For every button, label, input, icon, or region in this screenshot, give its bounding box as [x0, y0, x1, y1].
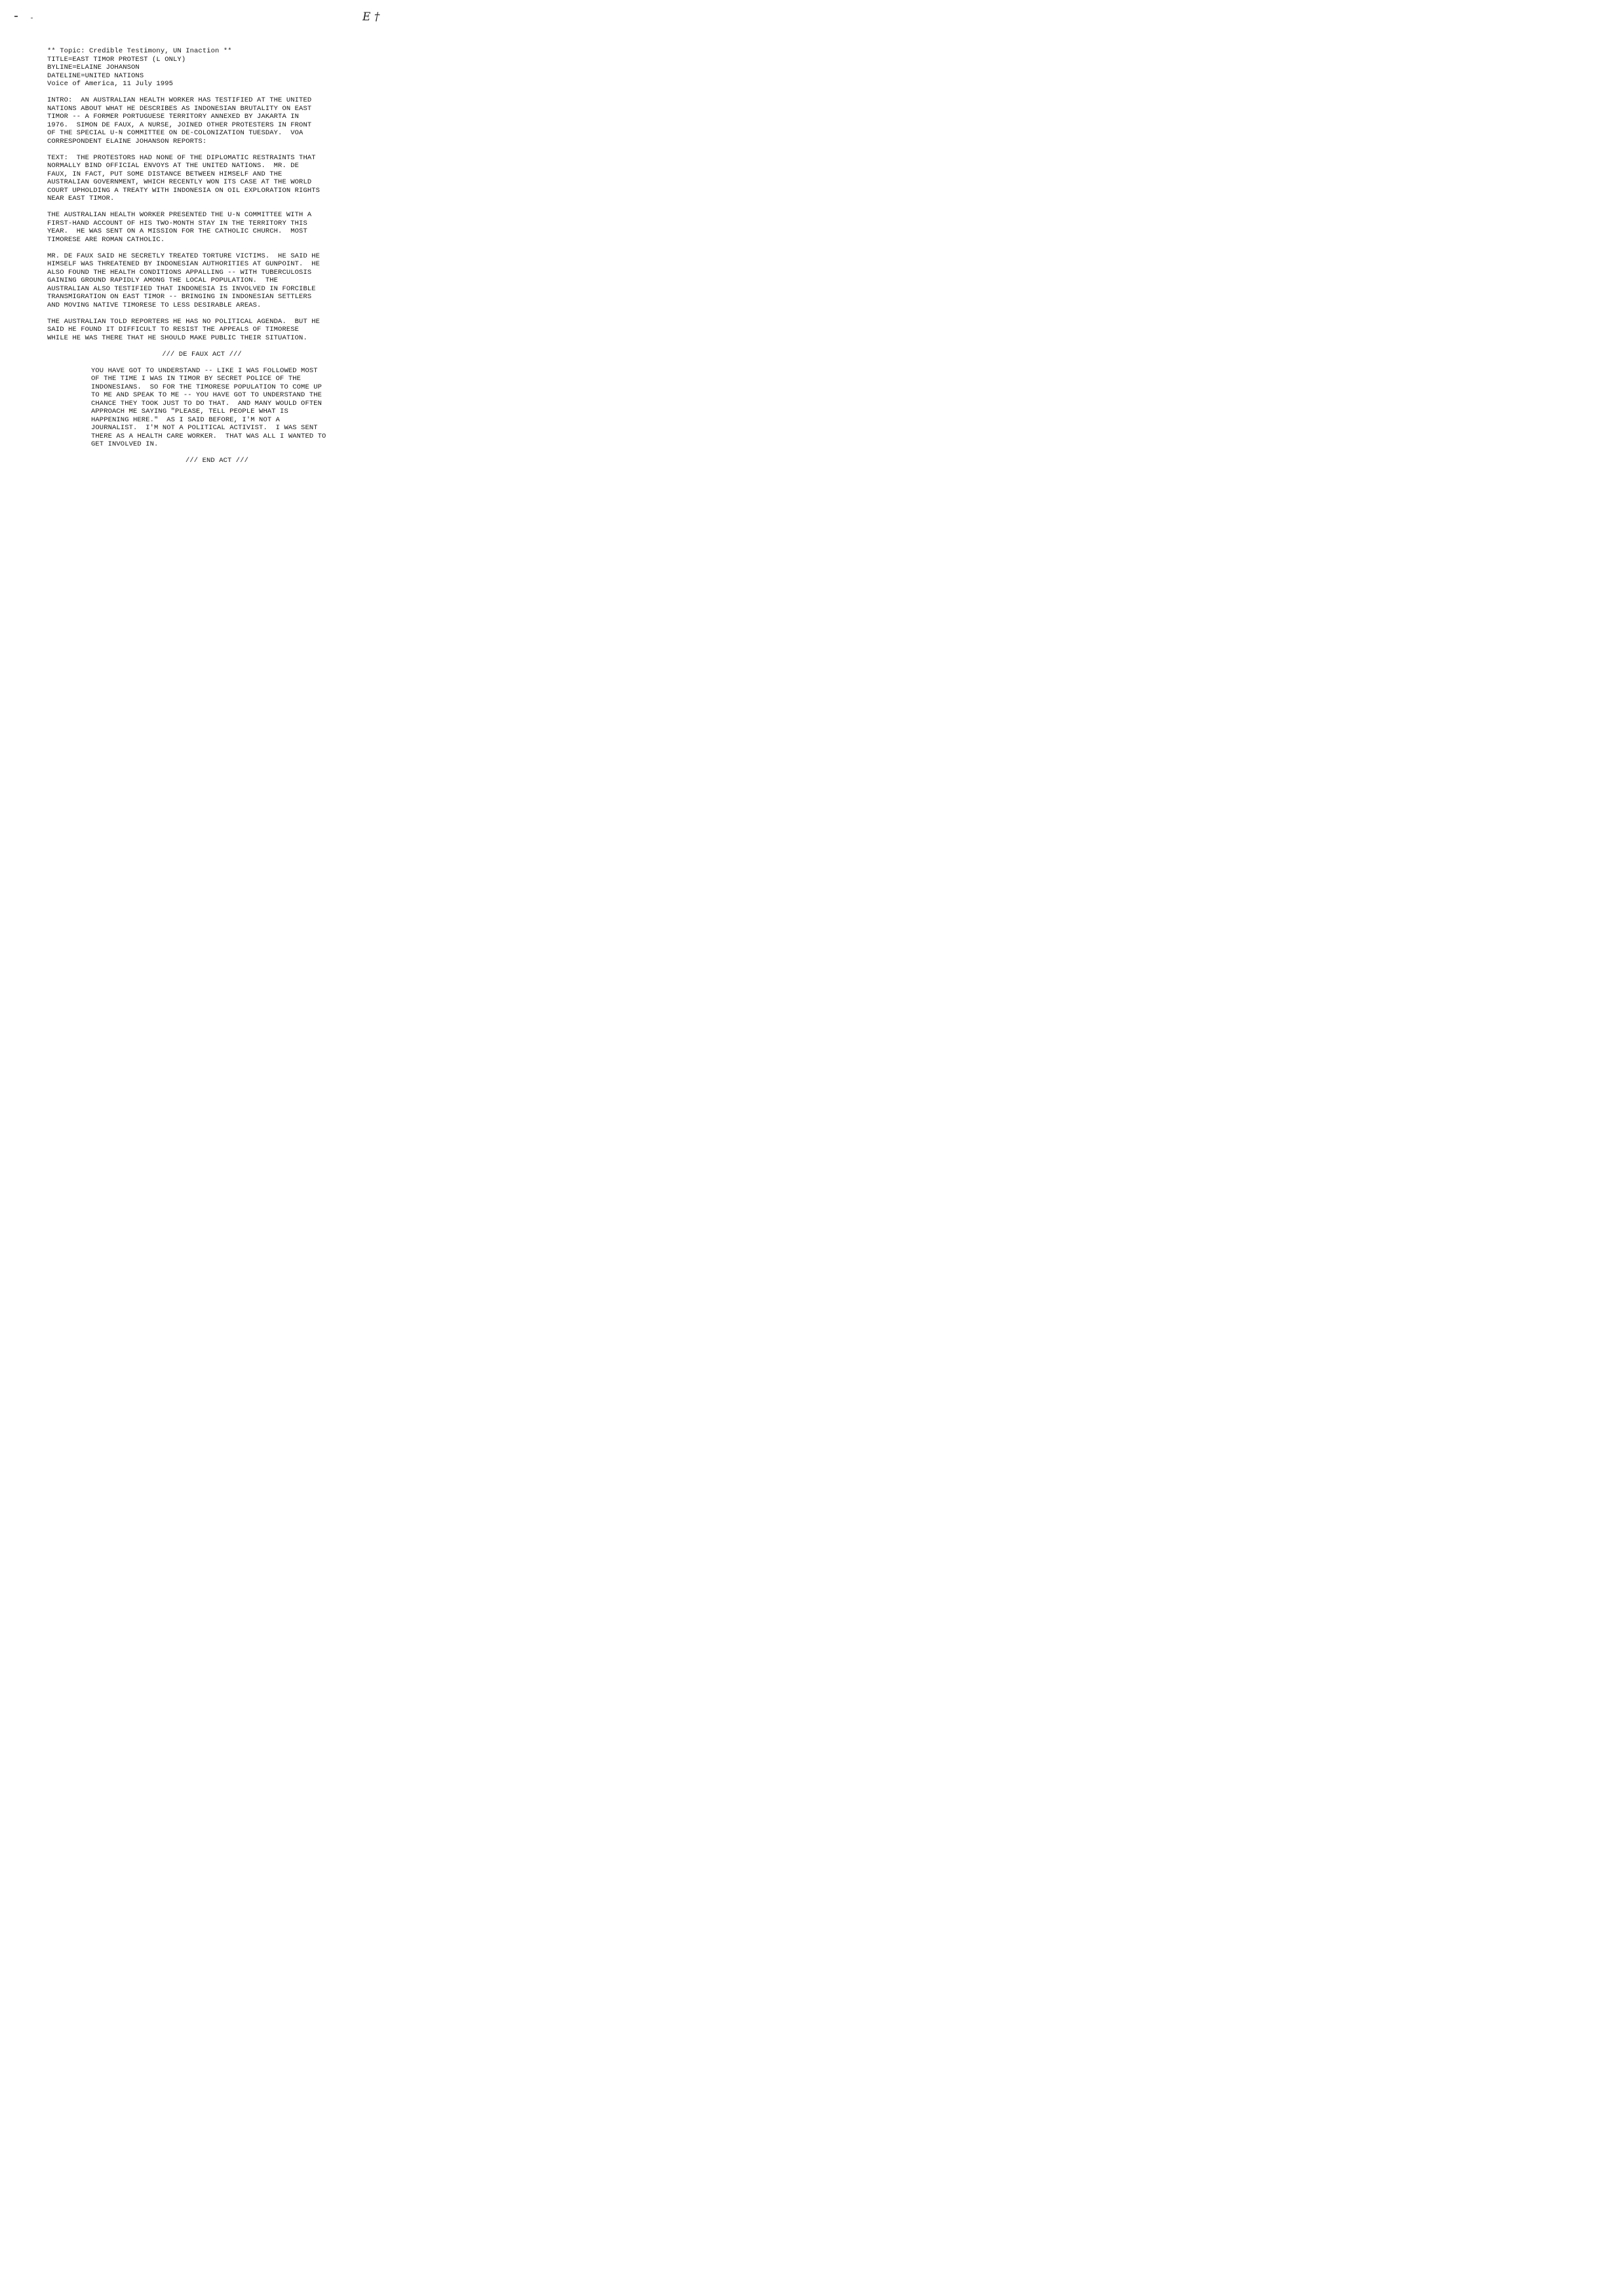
intro-line: TIMOR -- A FORMER PORTUGUESE TERRITORY ANNEXED BY JAKARTA IN [47, 113, 300, 121]
intro-line: CORRESPONDENT ELAINE JOHANSON REPORTS: [47, 137, 207, 145]
title-line: TITLE=EAST TIMOR PROTEST (L ONLY) [47, 55, 186, 64]
paragraph-line: MR. DE FAUX SAID HE SECRETLY TREATED TORTURE VICTIMS. HE SAID HE [47, 252, 321, 260]
source-date-line: Voice of America, 11 July 1995 [47, 80, 174, 88]
paragraph-line: AND MOVING NATIVE TIMORESE TO LESS DESIRABLE AREAS. [47, 301, 262, 309]
topic-line: ** Topic: Credible Testimony, UN Inaction ** [47, 47, 232, 55]
paragraph-line: FIRST-HAND ACCOUNT OF HIS TWO-MONTH STAY IN THE TERRITORY THIS [47, 219, 307, 227]
paragraph-line: ALSO FOUND THE HEALTH CONDITIONS APPALLING -- WITH TUBERCULOSIS [47, 268, 312, 277]
quote-line: THERE AS A HEALTH CARE WORKER. THAT WAS ALL I WANTED TO [91, 432, 326, 440]
text-line: NEAR EAST TIMOR. [47, 195, 115, 202]
text-line: NORMALLY BIND OFFICIAL ENVOYS AT THE UNITED NATIONS. MR. DE [47, 162, 300, 170]
text-line: TEXT: THE PROTESTORS HAD NONE OF THE DIPLOMATIC RESTRAINTS THAT [47, 153, 316, 162]
text-line: AUSTRALIAN GOVERNMENT, WHICH RECENTLY WON ITS CASE AT THE WORLD [47, 178, 312, 186]
scan-mark [14, 16, 18, 17]
dateline-line: DATELINE=UNITED NATIONS [47, 71, 144, 80]
quote-line: YOU HAVE GOT TO UNDERSTAND -- LIKE I WAS FOLLOWED MOST [91, 366, 318, 375]
act-start-marker: /// DE FAUX ACT /// [162, 350, 242, 358]
paragraph-line: TIMORESE ARE ROMAN CATHOLIC. [47, 235, 165, 244]
paragraph-line: THE AUSTRALIAN HEALTH WORKER PRESENTED THE U-N COMMITTEE WITH A [47, 211, 312, 219]
paragraph-line: GAINING GROUND RAPIDLY AMONG THE LOCAL POPULATION. THE [47, 277, 279, 284]
quote-line: HAPPENING HERE." AS I SAID BEFORE, I'M NOT A [91, 415, 281, 424]
text-line: COURT UPHOLDING A TREATY WITH INDONESIA ON OIL EXPLORATION RIGHTS [47, 186, 321, 195]
paragraph-line: YEAR. HE WAS SENT ON A MISSION FOR THE CATHOLIC CHURCH. MOST [47, 227, 307, 235]
text-line: FAUX, IN FACT, PUT SOME DISTANCE BETWEEN HIMSELF AND THE [47, 170, 282, 178]
quote-line: JOURNALIST. I'M NOT A POLITICAL ACTIVIST. I WAS SENT [91, 424, 318, 432]
paragraph-line: THE AUSTRALIAN TOLD REPORTERS HE HAS NO POLITICAL AGENDA. BUT HE [47, 317, 321, 326]
paragraph-line: AUSTRALIAN ALSO TESTIFIED THAT INDONESIA IS INVOLVED IN FORCIBLE [47, 284, 316, 293]
intro-line: OF THE SPECIAL U-N COMMITTEE ON DE-COLONIZATION TUESDAY. VOA [47, 129, 303, 137]
document-page [0, 0, 404, 574]
paragraph-line: HIMSELF WAS THREATENED BY INDONESIAN AUTHORITIES AT GUNPOINT. HE [47, 260, 321, 268]
quote-line: CHANCE THEY TOOK JUST TO DO THAT. AND MANY WOULD OFTEN [91, 399, 322, 408]
handwritten-annotation: E † [362, 10, 380, 24]
quote-line: TO ME AND SPEAK TO ME -- YOU HAVE GOT TO UNDERSTAND THE [91, 391, 322, 399]
act-end-marker: /// END ACT /// [185, 457, 248, 465]
intro-line: 1976. SIMON DE FAUX, A NURSE, JOINED OTHER PROTESTERS IN FRONT [47, 121, 312, 129]
paragraph-line: TRANSMIGRATION ON EAST TIMOR -- BRINGING IN INDONESIAN SETTLERS [47, 293, 312, 301]
byline-line: BYLINE=ELAINE JOHANSON [47, 64, 140, 71]
quote-line: INDONESIANS. SO FOR THE TIMORESE POPULATION TO COME UP [91, 383, 322, 391]
quote-line: OF THE TIME I WAS IN TIMOR BY SECRET POLICE OF THE [91, 375, 302, 383]
intro-line: INTRO: AN AUSTRALIAN HEALTH WORKER HAS TESTIFIED AT THE UNITED [47, 96, 312, 104]
quote-line: APPROACH ME SAYING "PLEASE, TELL PEOPLE WHAT IS [91, 408, 288, 415]
quote-line: GET INVOLVED IN. [91, 440, 159, 448]
paragraph-line: SAID HE FOUND IT DIFFICULT TO RESIST THE APPEALS OF TIMORESE [47, 326, 300, 334]
paragraph-line: WHILE HE WAS THERE THAT HE SHOULD MAKE PUBLIC THEIR SITUATION. [47, 334, 307, 342]
intro-line: NATIONS ABOUT WHAT HE DESCRIBES AS INDONESIAN BRUTALITY ON EAST [47, 104, 312, 113]
